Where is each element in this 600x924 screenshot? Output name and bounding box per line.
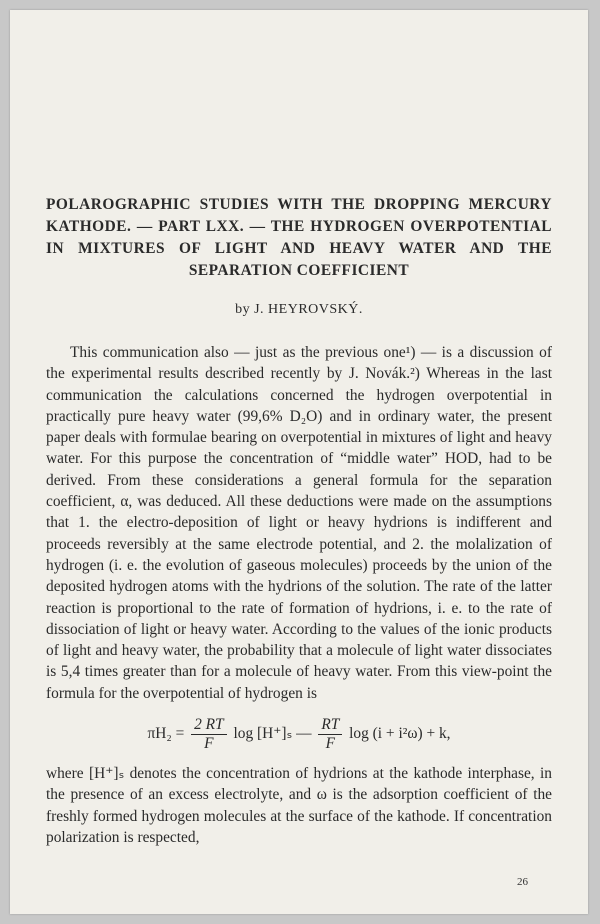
fraction-2-denominator: F — [325, 735, 336, 753]
overpotential-formula — [46, 716, 552, 753]
paragraph-1: This communication also — just as the previous one¹) — is a discussion of the experimental results described recently by J. Novák.²) Whereas in the last communication the calculations concerned the hydrogen overpotential in practically pure heavy water (99,6% D₂O) and in ordinary water, the present paper deals with formulae bearing on overpotential in mixtures of light and heavy water. For this purpose the concentration of “middle water” HOD, had to be derived. From these considerations a general formula for the separation coefficient, α, was deduced. All these deductions were made on the assumptions that 1. the electro-deposition of light or heavy hydrions is indifferent and proceeds reversibly at the same electrode potential, and 2. the molalization of hydrogen (i. e. the evolution of gaseous molecules) proceeds by the union of the deposited hydrogen atoms with the hydrions of the solution. The rate of the latter reaction is proportional to the rate of formation of hydrions, i. e. to the rate of dissociation of light or heavy water. According to the values of the ionic products of light and heavy water, the probability that a molecule of light water dissociates is 5,4 times greater than for a molecule of heavy water. From this view-point the formula for the overpotential of hydrogen is — [46, 344, 552, 702]
formula-lhs: πH₂ = — [147, 725, 185, 743]
page-number: 26 — [517, 876, 528, 888]
formula-fraction-1 — [191, 716, 227, 753]
formula-middle: log [H⁺]ₛ — — [233, 725, 312, 743]
article-title: POLAROGRAPHIC STUDIES WITH THE DROPPING MERCURY KATHODE. — PART LXX. — THE HYDROGEN OVERPOTENTIAL IN MIXTURES OF LIGHT AND HEAVY WATER AND THE SEPARATION COEFFICIENT — [46, 196, 552, 279]
author-line: by J. HEYROVSKÝ. — [235, 302, 363, 317]
fraction-1-numerator: 2 RT — [191, 716, 227, 735]
formula-rhs: log (i + i²ω) + k, — [349, 725, 451, 743]
paragraph-2: where [H⁺]ₛ denotes the concentration of hydrions at the kathode interphase, in the presence of an excess electrolyte, and ω is the adsorption coefficient of the freshly formed hydrogen molecules at the surface of the kathode. If concentration polarization is respected, — [46, 765, 552, 846]
formula-fraction-2 — [318, 716, 342, 753]
fraction-2-numerator: RT — [318, 716, 342, 735]
article-body — [46, 194, 552, 848]
paper-page — [10, 10, 588, 914]
fraction-1-denominator: F — [204, 735, 214, 753]
